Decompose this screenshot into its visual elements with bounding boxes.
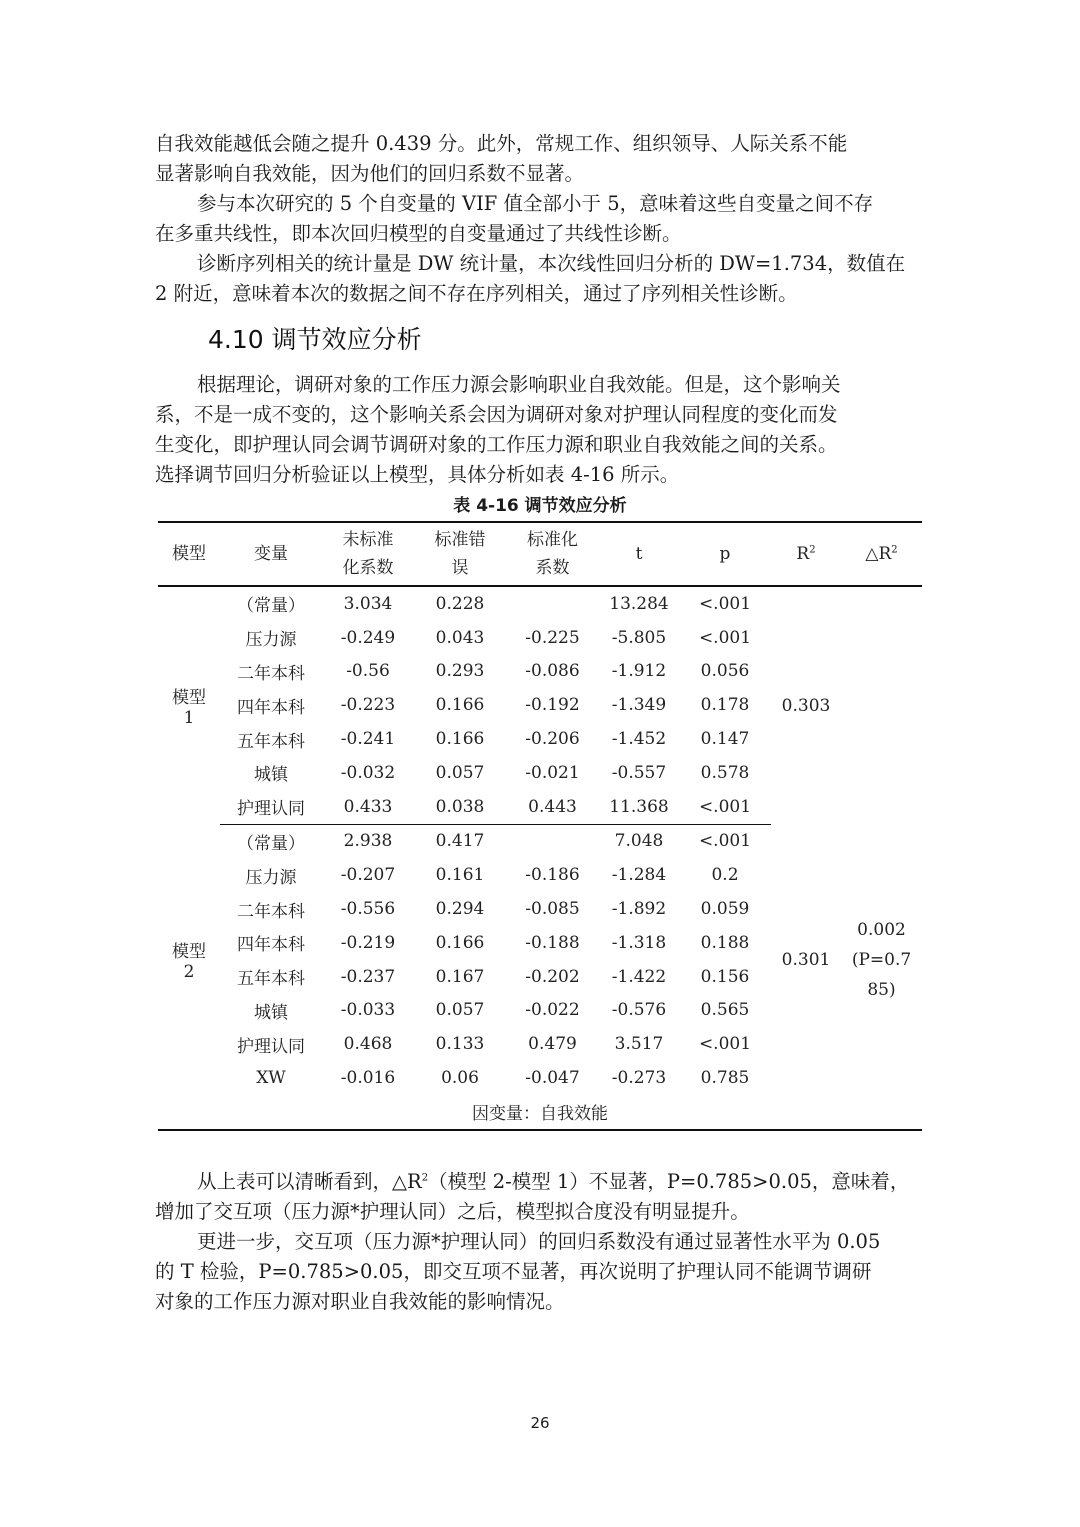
cell-se: 0.043 bbox=[435, 627, 485, 648]
text-line: 诊断序列相关的统计量是 DW 统计量，本次线性回归分析的 DW=1.734，数值在 bbox=[197, 252, 906, 275]
result-paragraph bbox=[155, 1167, 925, 1227]
cell-se: 0.166 bbox=[435, 932, 485, 953]
cell-variable: XW bbox=[256, 1068, 286, 1089]
cell-variable: 压力源 bbox=[245, 630, 297, 651]
model-1-delta-r2 bbox=[841, 586, 922, 824]
cell-beta: -0.206 bbox=[525, 729, 580, 750]
cell-t: 7.048 bbox=[614, 831, 664, 852]
cell-b: -0.016 bbox=[340, 1068, 396, 1089]
header-t: t bbox=[599, 522, 679, 586]
cell-p: 0.156 bbox=[700, 966, 750, 987]
cell-p: 0.147 bbox=[700, 729, 750, 750]
cell-beta: -0.021 bbox=[525, 762, 580, 783]
cell-b: 0.433 bbox=[322, 790, 414, 824]
text-line: 在多重共线性，即本次回归模型的自变量通过了共线性诊断。 bbox=[155, 222, 682, 245]
text-line: 参与本次研究的 5 个自变量的 VIF 值全部小于 5，意味着这些自变量之间不存 bbox=[197, 192, 874, 215]
header-p: p bbox=[679, 522, 771, 586]
model-2-delta-r2: 0.002 (P=0.7 85) bbox=[851, 919, 912, 1000]
cell-t: -0.557 bbox=[611, 762, 667, 783]
header-unstd-coef: 未标准 化系数 bbox=[322, 522, 414, 586]
cell-t: -1.318 bbox=[611, 932, 667, 953]
cell-b: -0.556 bbox=[340, 899, 396, 920]
text-line: 自我效能越低会随之提升 0.439 分。此外，常规工作、组织领导、人际关系不能 bbox=[155, 132, 848, 155]
text-line: 选择调节回归分析验证以上模型，具体分析如表 4-16 所示。 bbox=[155, 463, 680, 486]
model-2-r2: 0.301 bbox=[781, 949, 831, 970]
cell-t: -0.576 bbox=[611, 1000, 667, 1021]
cell-b: -0.032 bbox=[340, 762, 396, 783]
cell-p: <.001 bbox=[698, 627, 752, 648]
cell-beta: -0.192 bbox=[525, 695, 580, 716]
cell-se: 0.06 bbox=[441, 1068, 479, 1089]
cell-se: 0.228 bbox=[435, 593, 485, 614]
header-model: 模型 bbox=[158, 522, 220, 586]
cell-b: 0.468 bbox=[343, 1034, 393, 1055]
table-caption: 表 4-16 调节效应分析 bbox=[453, 496, 627, 516]
section-heading: 4.10 调节效应分析 bbox=[208, 325, 422, 354]
text-line: 根据理论，调研对象的工作压力源会影响职业自我效能。但是，这个影响关 bbox=[197, 373, 841, 396]
cell-se: 0.294 bbox=[435, 899, 485, 920]
cell-p: 0.188 bbox=[700, 932, 750, 953]
cell-se: 0.161 bbox=[435, 865, 485, 886]
cell-variable: 五年本科 bbox=[237, 969, 305, 990]
cell-b: -0.249 bbox=[340, 627, 396, 648]
cell-variable: 四年本科 bbox=[237, 935, 305, 956]
cell-beta: -0.086 bbox=[525, 661, 580, 682]
cell-beta: 0.479 bbox=[528, 1034, 577, 1055]
cell-p: <.001 bbox=[679, 790, 771, 824]
text-line: 增加了交互项（压力源*护理认同）之后，模型拟合度没有明显提升。 bbox=[155, 1200, 750, 1223]
cell-beta: -0.047 bbox=[525, 1068, 580, 1089]
cell-b: -0.207 bbox=[340, 865, 396, 886]
cell-se: 0.293 bbox=[435, 661, 485, 682]
cell-t: -0.273 bbox=[611, 1068, 667, 1089]
cell-t: -5.805 bbox=[611, 627, 667, 648]
cell-p: <.001 bbox=[698, 593, 752, 614]
cell-variable: 二年本科 bbox=[237, 901, 305, 922]
text-line: 2 附近，意味着本次的数据之间不存在序列相关，通过了序列相关性诊断。 bbox=[155, 282, 798, 305]
cell-t: -1.892 bbox=[611, 899, 667, 920]
regression-table bbox=[158, 521, 922, 1131]
cell-b: -0.219 bbox=[340, 932, 396, 953]
text-line: 对象的工作压力源对职业自我效能的影响情况。 bbox=[155, 1290, 565, 1313]
cell-variable: 护理认同 bbox=[220, 790, 322, 824]
cell-t: -1.349 bbox=[611, 695, 667, 716]
cell-p: 0.056 bbox=[700, 661, 750, 682]
cell-variable: 护理认同 bbox=[237, 1036, 305, 1057]
cell-variable: （常量） bbox=[237, 596, 305, 617]
cell-beta: -0.085 bbox=[525, 899, 580, 920]
cell-beta: -0.022 bbox=[525, 1000, 580, 1021]
table-footer-row bbox=[158, 1095, 922, 1130]
header-delta-r2: $\triangle R^2$ bbox=[841, 522, 922, 586]
cell-b: 3.034 bbox=[343, 593, 393, 614]
cell-b: 2.938 bbox=[343, 831, 393, 852]
cell-b: -0.241 bbox=[340, 729, 396, 750]
cell-t: 11.368 bbox=[599, 790, 679, 824]
cell-b: -0.223 bbox=[340, 695, 396, 716]
cell-t: -1.912 bbox=[611, 661, 667, 682]
cell-p: <.001 bbox=[698, 1034, 752, 1055]
model-1-r2: 0.303 bbox=[781, 695, 831, 716]
model-1-label: 模型 1 bbox=[172, 688, 206, 729]
cell-p: 0.785 bbox=[700, 1068, 750, 1089]
table-row bbox=[158, 824, 922, 858]
dependent-variable-note: 因变量：自我效能 bbox=[158, 1095, 922, 1130]
intro-paragraphs bbox=[155, 129, 925, 309]
header-std-coef: 标准化 系数 bbox=[506, 522, 599, 586]
header-r2: $R^2$ bbox=[771, 522, 841, 586]
cell-p: 0.565 bbox=[700, 1000, 750, 1021]
cell-se: 0.166 bbox=[435, 695, 485, 716]
cell-p: 0.2 bbox=[711, 865, 739, 886]
cell-variable: 二年本科 bbox=[237, 663, 305, 684]
cell-variable: 五年本科 bbox=[237, 731, 305, 752]
cell-variable: 城镇 bbox=[254, 1002, 288, 1023]
header-std-error: 标准错 误 bbox=[414, 522, 506, 586]
text-line: 系，不是一成不变的，这个影响关系会因为调研对象对护理认同程度的变化而发 bbox=[155, 403, 838, 426]
cell-variable: 城镇 bbox=[254, 765, 288, 786]
table-header-row bbox=[158, 522, 922, 586]
text-line: 从上表可以清晰看到，$\triangle R^2$（模型 2-模型 1）不显著，P=0.785>0.05，意味着， bbox=[197, 1170, 910, 1193]
cell-beta bbox=[506, 824, 599, 858]
cell-se: 0.038 bbox=[414, 790, 506, 824]
section-paragraph bbox=[155, 370, 925, 490]
cell-beta: -0.186 bbox=[525, 865, 580, 886]
cell-t: -1.452 bbox=[611, 729, 667, 750]
cell-se: 0.057 bbox=[435, 762, 485, 783]
cell-variable: 四年本科 bbox=[237, 697, 305, 718]
cell-b: -0.56 bbox=[346, 661, 390, 682]
cell-t: 13.284 bbox=[609, 593, 669, 614]
text-line: 的 T 检验，P=0.785>0.05，即交互项不显著，再次说明了护理认同不能调节调研 bbox=[155, 1260, 872, 1283]
cell-beta bbox=[506, 586, 599, 621]
cell-p: 0.578 bbox=[700, 762, 750, 783]
header-variable: 变量 bbox=[220, 522, 322, 586]
cell-p: 0.059 bbox=[700, 899, 750, 920]
cell-beta: -0.188 bbox=[525, 932, 580, 953]
cell-beta: -0.225 bbox=[525, 627, 580, 648]
cell-t: 3.517 bbox=[614, 1034, 664, 1055]
cell-p: <.001 bbox=[698, 831, 752, 852]
cell-p: 0.178 bbox=[700, 695, 750, 716]
cell-variable: （常量） bbox=[237, 833, 305, 854]
text-line: 更进一步，交互项（压力源*护理认同）的回归系数没有通过显著性水平为 0.05 bbox=[197, 1230, 881, 1253]
cell-se: 0.167 bbox=[435, 966, 485, 987]
page-number: 26 bbox=[530, 1414, 550, 1432]
cell-se: 0.417 bbox=[435, 831, 485, 852]
text-line: 生变化，即护理认同会调节调研对象的工作压力源和职业自我效能之间的关系。 bbox=[155, 433, 838, 456]
model-2-label: 模型 2 bbox=[172, 942, 206, 983]
conclusion-paragraph bbox=[155, 1227, 925, 1317]
cell-se: 0.133 bbox=[435, 1034, 485, 1055]
cell-beta: 0.443 bbox=[506, 790, 599, 824]
cell-b: -0.033 bbox=[340, 1000, 396, 1021]
cell-t: -1.422 bbox=[611, 966, 667, 987]
cell-b: -0.237 bbox=[340, 966, 396, 987]
cell-t: -1.284 bbox=[611, 865, 667, 886]
table-row bbox=[158, 586, 922, 621]
cell-beta: -0.202 bbox=[525, 966, 580, 987]
cell-variable: 压力源 bbox=[245, 867, 297, 888]
text-line: 显著影响自我效能，因为他们的回归系数不显著。 bbox=[155, 162, 585, 185]
cell-se: 0.057 bbox=[435, 1000, 485, 1021]
cell-se: 0.166 bbox=[435, 729, 485, 750]
